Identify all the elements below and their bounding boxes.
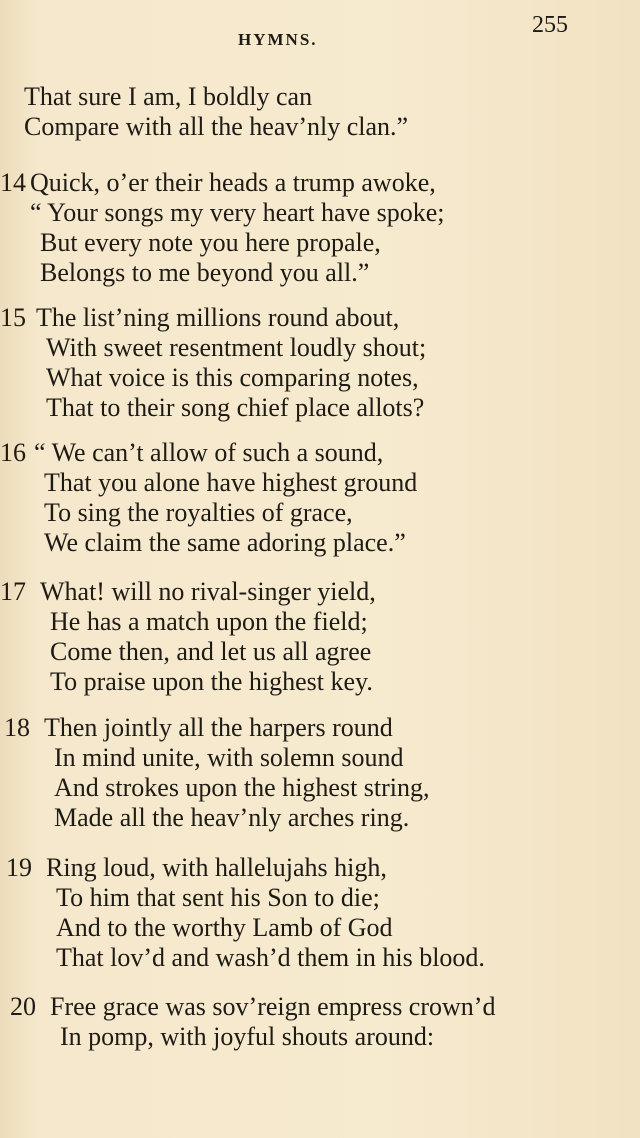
verse-line: Ring loud, with hallelujahs high, xyxy=(46,853,387,882)
stanza-number: 19 xyxy=(6,853,32,882)
verse-line: He has a match upon the field; xyxy=(50,607,368,636)
stanza-number: 20 xyxy=(10,992,36,1021)
verse-line: Made all the heav’nly arches ring. xyxy=(54,803,410,832)
stanza-number: 17 xyxy=(0,577,26,606)
verse-line: That to their song chief place allots? xyxy=(46,393,425,422)
verse-line: That you alone have highest ground xyxy=(44,468,418,497)
verse-line: And strokes upon the highest string, xyxy=(54,773,430,802)
verse-line: And to the worthy Lamb of God xyxy=(56,913,393,942)
verse-line: To praise upon the highest key. xyxy=(50,667,373,696)
verse-line: Compare with all the heav’nly clan.” xyxy=(24,112,409,141)
stanza-number: 18 xyxy=(4,713,30,742)
verse-line: What voice is this comparing notes, xyxy=(46,363,419,392)
verse-line: Come then, and let us all agree xyxy=(50,637,372,666)
verse-line: “ We can’t allow of such a sound, xyxy=(34,438,384,467)
stanza-continuation xyxy=(24,82,408,142)
stanza-number: 14 xyxy=(0,168,26,197)
verse-line: Belongs to me beyond you all.” xyxy=(40,258,370,287)
verse-line: With sweet resentment loudly shout; xyxy=(46,333,427,362)
verse-line: We claim the same adoring place.” xyxy=(44,528,406,557)
verse-line: What! will no rival-singer yield, xyxy=(40,577,376,606)
verse-line: That lov’d and wash’d them in his blood. xyxy=(56,943,485,972)
verse-line: In mind unite, with solemn sound xyxy=(54,743,404,772)
verse-line: To him that sent his Son to die; xyxy=(56,883,380,912)
verse-line: Then jointly all the harpers round xyxy=(44,713,393,742)
stanza-number: 16 xyxy=(0,438,26,467)
verse-line: That sure I am, I boldly can xyxy=(24,82,313,111)
running-header: HYMNS. xyxy=(238,30,318,49)
verse-line: The list’ning millions round about, xyxy=(36,303,400,332)
verse-line: Free grace was sov’reign empress crown’d xyxy=(50,992,496,1021)
verse-line: Quick, o’er their heads a trump awoke, xyxy=(30,168,436,197)
verse-line: In pomp, with joyful shouts around: xyxy=(60,1022,435,1051)
verse-line: To sing the royalties of grace, xyxy=(44,498,353,527)
verse-line: “ Your songs my very heart have spoke; xyxy=(30,198,445,227)
page-number: 255 xyxy=(532,12,568,38)
stanza-number: 15 xyxy=(0,303,26,332)
verse-line: But every note you here propale, xyxy=(40,228,381,257)
